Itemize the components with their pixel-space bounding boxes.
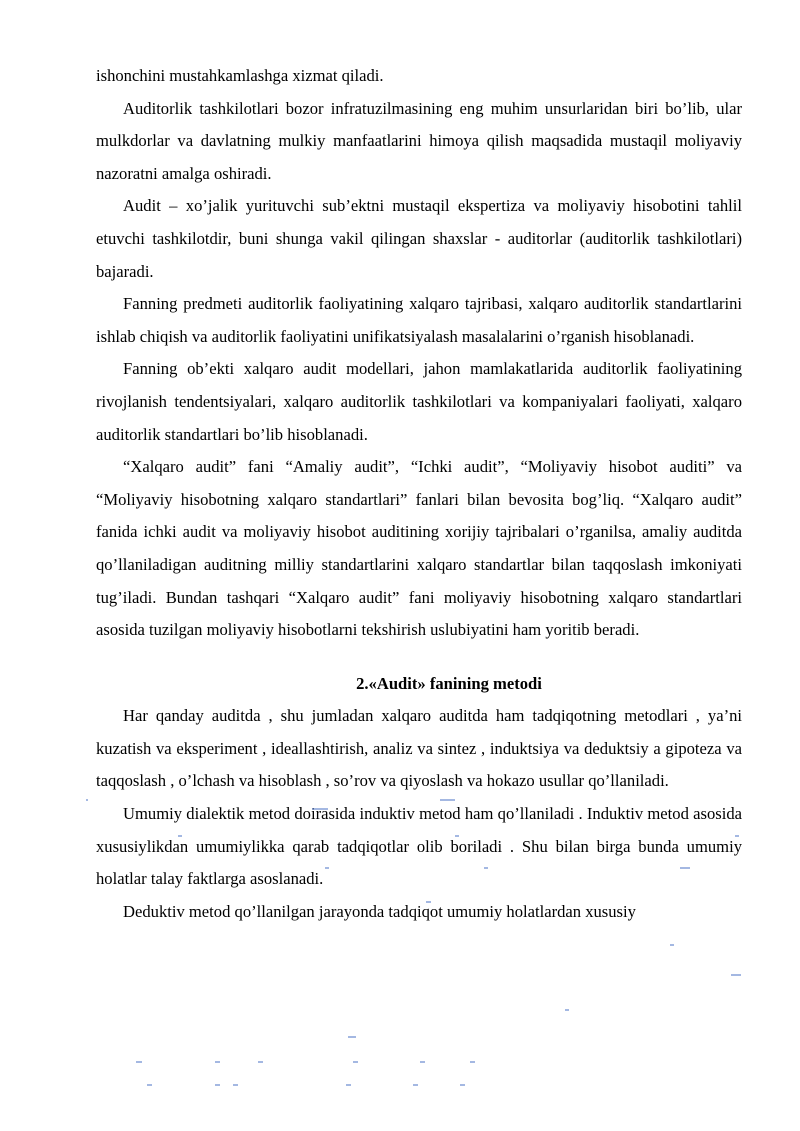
section-heading: 2.«Audit» fanining metodi [356, 673, 542, 693]
paragraph-subject: Fanning predmeti auditorlik faoliyatining xalqaro tajribasi, xalqaro auditorlik standartlarini ishlab chiqish va auditorlik faoliyatini unifikatsiyalash masalalarini o’rganish hisoblanadi. [96, 294, 742, 346]
paragraph-inductive-method: Umumiy dialektik metod doirasida induktiv metod ham qo’llaniladi . Induktiv metod asosida xususiylikdan umumiylikka qarab tadqiqotlar olib boriladi . Shu bilan birga bunda umumiy holatlar talay faktlarga asoslanadi. [96, 804, 742, 889]
paragraph-audit-organizations: Auditorlik tashkilotlari bozor infratuzilmasining eng muhim unsurlaridan biri bo’lib, ular mulkdorlar va davlatning mulkiy manfaatlarini himoya qilish maqsadida mustaqil moliyaviy nazoratni amalga oshiradi. [96, 98, 742, 183]
paragraph-object: Fanning ob’ekti xalqaro audit modellari, jahon mamlakatlarida auditorlik faoliyatining rivojlanish tendentsiyalari, xalqaro auditorlik tashkilotlari va kompaniyalari faoliyati, xalqaro auditorlik standartlari bo’lib hisoblanadi. [96, 359, 742, 444]
document-page [96, 60, 742, 928]
paragraph-audit-definition: Audit – xo’jalik yurituvchi sub’ektni mustaqil ekspertiza va moliyaviy hisobotini tahlil etuvchi tashkilotdir, buni shunga vakil qilingan shaxslar - auditorlar (auditorlik tashkilotlari) bajaradi. [96, 196, 742, 281]
paragraph-research-methods: Har qanday auditda , shu jumladan xalqaro auditda ham tadqiqotning metodlari , ya’ni kuzatish va eksperiment , ideallashtirish, analiz va sintez , induktsiya va deduktsiy a gipoteza va taqqoslash , o’lchash va hisoblash , so’rov va qiyoslash va hokazo usullar qo’llaniladi. [96, 706, 742, 791]
paragraph-intro-continued: ishonchini mustahkamlashga xizmat qiladi. [96, 66, 384, 85]
paragraph-deductive-method: Deduktiv metod qo’llanilgan jarayonda tadqiqot umumiy holatlardan xususiy [123, 901, 636, 921]
paragraph-related-subjects: “Xalqaro audit” fani “Amaliy audit”, “Ichki audit”, “Moliyaviy hisobot auditi” va “Moliyaviy hisobotning xalqaro standartlari” fanlari bilan bevosita bog’liq. “Xalqaro audit” fanida ichki audit va moliyaviy hisobot auditining xorijiy tajribalari o’rganilsa, amaliy auditda qo’llaniladigan auditning milliy standartlarini xalqaro standartlar bilan taqqoslash imkoniyati tug’iladi. Bundan tashqari “Xalqaro audit” fani moliyaviy hisobotning xalqaro standartlari asosida tuzilgan moliyaviy hisobotlarni tekshirish uslubiyatini ham yoritib beradi. [96, 457, 742, 640]
